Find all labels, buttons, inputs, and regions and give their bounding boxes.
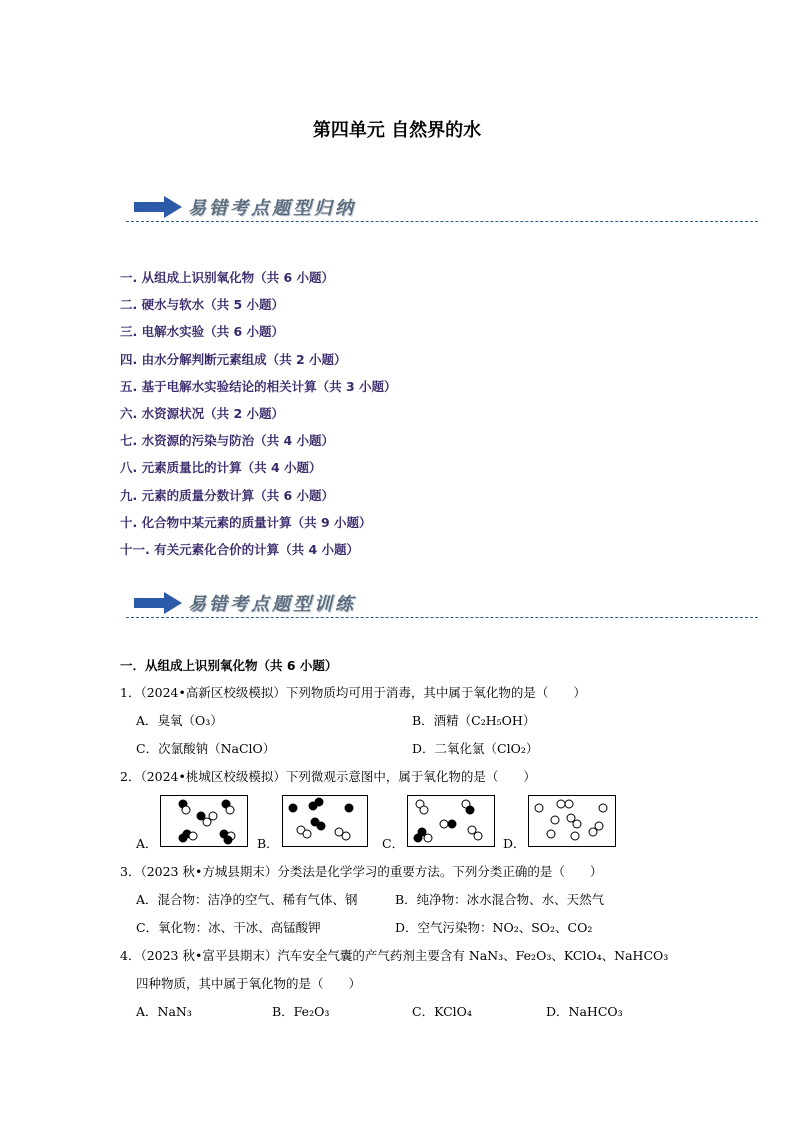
- q2-diagram-d: [528, 795, 616, 847]
- topic-item: 八. 元素质量比的计算（共 4 小题）: [120, 460, 322, 476]
- q2-option-a-label: A．: [136, 836, 158, 851]
- topic-item: 九. 元素的质量分数计算（共 6 小题）: [120, 487, 335, 503]
- q2-option-b-label: B．: [257, 836, 279, 851]
- q3-option-d: D．空气污染物：NO₂、SO₂、CO₂: [395, 920, 593, 935]
- question-3-stem: 3．（2023 秋•方城县期末）分类法是化学学习的重要方法。下列分类正确的是（ ）: [120, 864, 603, 879]
- q1-option-d: D．二氧化氯（ClO₂）: [412, 741, 539, 756]
- q2-option-c-label: C．: [382, 836, 405, 851]
- dashed-divider: [126, 617, 758, 618]
- topic-item: 二. 硬水与软水（共 5 小题）: [120, 297, 285, 313]
- dashed-divider: [126, 221, 758, 222]
- section-heading: 一．从组成上识别氧化物（共 6 小题）: [120, 658, 338, 673]
- topic-item: 六. 水资源状况（共 2 小题）: [120, 405, 285, 421]
- arrow-right-icon: [134, 592, 182, 614]
- banner-label: 易错考点题型归纳: [188, 198, 356, 219]
- q2-diagram-c: [407, 795, 495, 847]
- topic-item: 一. 从组成上识别氧化物（共 6 小题）: [120, 270, 335, 285]
- topic-item: 十. 化合物中某元素的质量计算（共 9 小题）: [120, 514, 372, 530]
- question-2-stem: 2．（2024•桃城区校级模拟）下列微观示意图中，属于氧化物的是（ ）: [120, 769, 536, 784]
- question-1-stem: 1．（2024•高新区校级模拟）下列物质均可用于消毒，其中属于氧化物的是（ ）: [120, 685, 586, 700]
- arrow-right-icon: [134, 196, 182, 218]
- q1-option-c: C．次氯酸钠（NaClO）: [136, 741, 276, 756]
- q4-option-d: D．NaHCO₃: [546, 1004, 623, 1019]
- topic-item: 三. 电解水实验（共 6 小题）: [120, 324, 285, 340]
- q4-option-b: B．Fe₂O₃: [272, 1004, 330, 1019]
- question-4-stem-continued: 四种物质，其中属于氧化物的是（ ）: [136, 976, 362, 991]
- q1-option-a: A．臭氧（O₃）: [136, 713, 223, 728]
- banner-label: 易错考点题型训练: [188, 594, 356, 615]
- q2-diagram-a: [160, 795, 248, 847]
- q2-diagram-b: [282, 795, 368, 847]
- q1-option-b: B．酒精（C₂H₅OH）: [412, 713, 536, 728]
- q3-option-c: C．氧化物：冰、干冰、高锰酸钾: [136, 920, 321, 935]
- q2-option-d-label: D．: [503, 836, 526, 851]
- q4-option-a: A．NaN₃: [136, 1004, 192, 1019]
- q4-option-c: C．KClO₄: [412, 1004, 472, 1019]
- page-title: 第四单元 自然界的水: [312, 120, 482, 141]
- topic-item: 七. 水资源的污染与防治（共 4 小题）: [120, 433, 335, 449]
- topic-item: 五. 基于电解水实验结论的相关计算（共 3 小题）: [120, 378, 397, 394]
- q3-option-a: A．混合物：洁净的空气、稀有气体、钢: [136, 892, 358, 907]
- section-banner-summary: [126, 192, 758, 222]
- section-banner-practice: [126, 588, 758, 618]
- question-4-stem: 4．（2023 秋•富平县期末）汽车安全气囊的产气药剂主要含有 NaN₃、Fe₂O₃、KClO₄、NaHCO₃: [120, 948, 669, 963]
- topic-item: 十一. 有关元素化合价的计算（共 4 小题）: [120, 541, 360, 557]
- topic-list: [120, 268, 397, 567]
- q3-option-b: B．纯净物：冰水混合物、水、天然气: [395, 892, 605, 907]
- topic-item: 四. 由水分解判断元素组成（共 2 小题）: [120, 351, 347, 367]
